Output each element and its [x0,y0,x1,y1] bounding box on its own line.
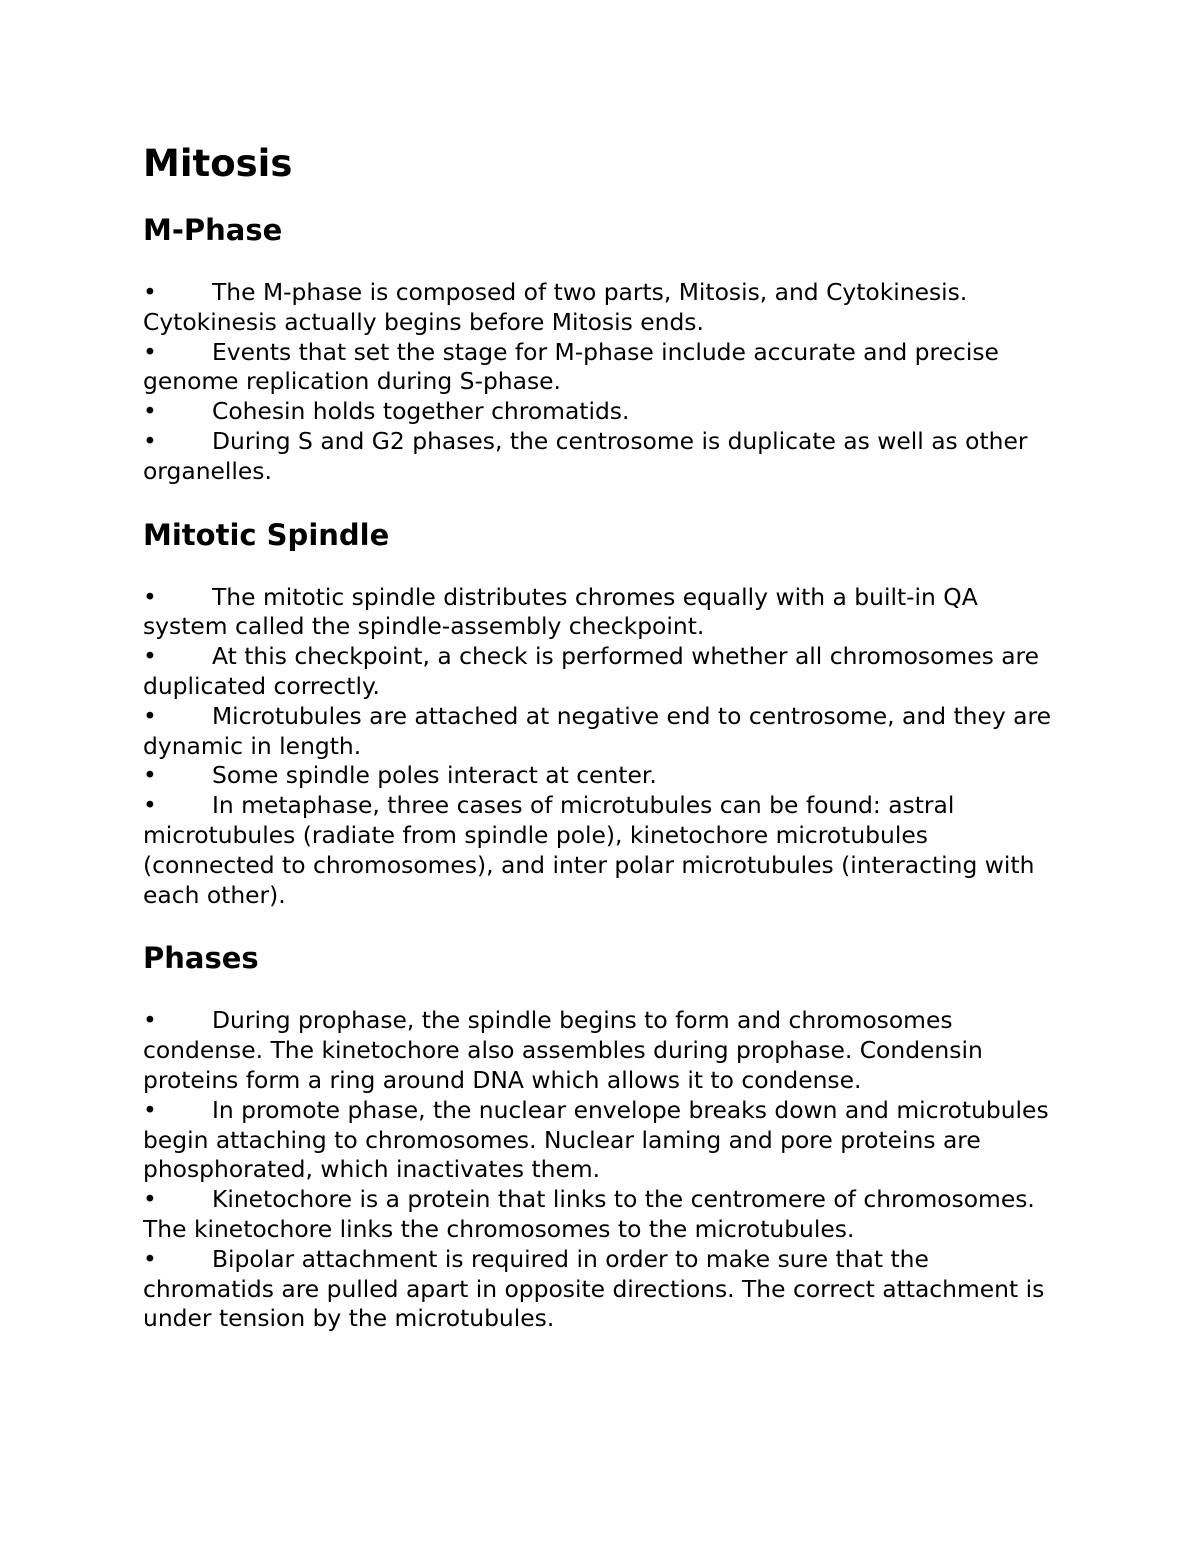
bullet-text: During S and G2 phases, the centrosome is duplicate as well as other organelles. [143,426,1028,485]
list-item [143,1006,1063,1095]
bullet-text: At this checkpoint, a check is performed whether all chromosomes are duplicated correctly. [143,642,1040,700]
section-phases [143,938,1063,1334]
list-item [143,427,1063,487]
bullet-icon: • [143,1095,157,1124]
bullet-text: The M-phase is composed of two parts, Mitosis, and Cytokinesis. Cytokinesis actually begins before Mitosis ends. [143,278,968,336]
list-item [143,397,1063,427]
bullet-icon: • [143,337,157,366]
list-item [143,1185,1063,1245]
list-item [143,1245,1063,1334]
bullet-icon: • [143,1006,157,1035]
section-heading: Phases [143,941,259,976]
section-heading: Mitotic Spindle [143,517,390,552]
bullet-text: Microtubules are attached at negative end to centrosome, and they are dynamic in length. [143,701,1051,760]
bullet-icon: • [143,397,157,426]
bullet-list [143,583,1063,911]
document-page [143,140,1063,1362]
bullet-text: Events that set the stage for M-phase include accurate and precise genome replication during S-phase. [143,337,999,396]
bullet-icon: • [143,1185,157,1214]
list-item [143,642,1063,702]
section-mitotic-spindle [143,515,1063,911]
list-item [143,338,1063,398]
list-item [143,583,1063,643]
bullet-text: Some spindle poles interact at center. [212,761,657,790]
list-item [143,761,1063,791]
bullet-icon: • [143,642,157,671]
page-title: Mitosis [143,142,293,185]
section-m-phase [143,210,1063,487]
bullet-icon: • [143,701,157,730]
bullet-text: The mitotic spindle distributes chromes equally with a built-in QA system called the spindle-assembly checkpoint. [143,582,978,641]
bullet-text: Bipolar attachment is required in order to make sure that the chromatids are pulled apart in opposite directions. The correct attachment is under tension by the microtubules. [143,1244,1045,1333]
bullet-icon: • [143,761,157,790]
list-item [143,702,1063,762]
bullet-text: During prophase, the spindle begins to form and chromosomes condense. The kinetochore also assembles during prophase. Condensin proteins form a ring around DNA which allows it to condense. [143,1006,983,1094]
bullet-text: In metaphase, three cases of microtubules can be found: astral microtubules (radiate from spindle pole), kinetochore microtubules (connected to chromosomes), and inter polar microtubules (interacting with each other). [143,791,1035,909]
bullet-text: In promote phase, the nuclear envelope breaks down and microtubules begin attaching to chromosomes. Nuclear laming and pore proteins are phosphorated, which inactivates them. [143,1095,1049,1184]
bullet-icon: • [143,1244,157,1273]
list-item [143,791,1063,910]
list-item [143,278,1063,338]
bullet-icon: • [143,791,157,820]
bullet-text: Cohesin holds together chromatids. [212,397,630,426]
section-heading: M-Phase [143,213,283,247]
list-item [143,1096,1063,1185]
bullet-icon: • [143,582,157,611]
bullet-icon: • [143,426,157,455]
bullet-list [143,1006,1063,1334]
bullet-icon: • [143,278,157,306]
bullet-text: Kinetochore is a protein that links to the centromere of chromosomes. The kinetochore links the chromosomes to the microtubules. [143,1185,1035,1243]
bullet-list [143,278,1063,487]
